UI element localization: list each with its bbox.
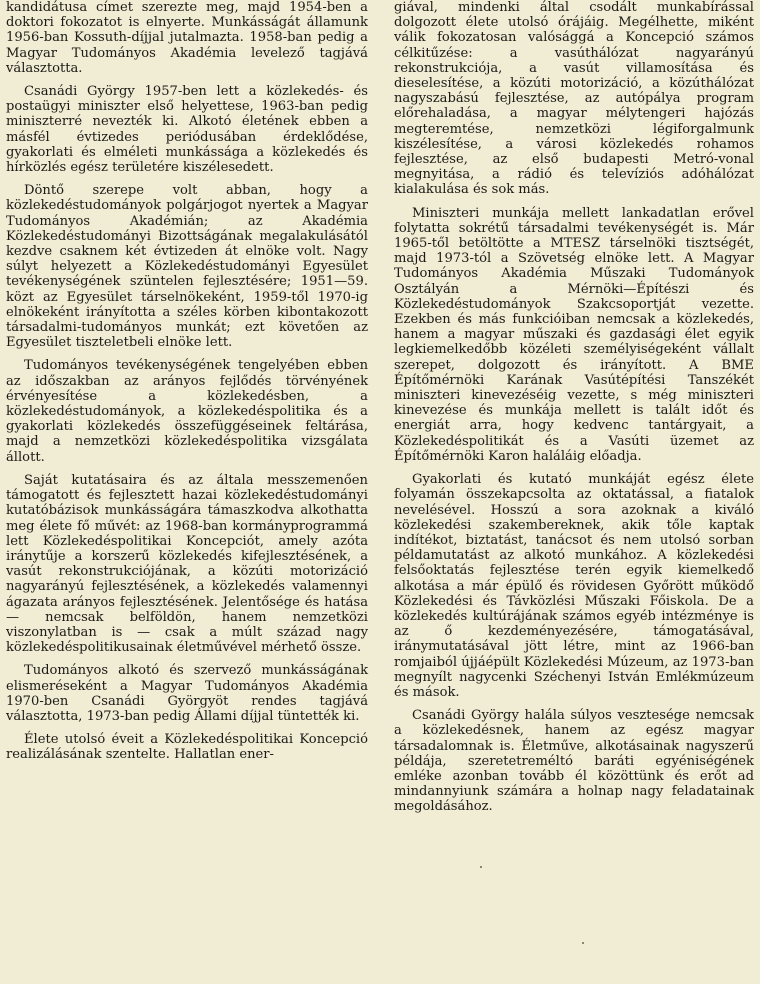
paragraph: Csanádi György 1957-ben lett a közlekedés- és postaügyi miniszter első helyettese, 1963-ban pedig miniszterré nevezték ki. Alkotó életének ebben a másfél évtizedes periódusában érdeklődése, gyakorlati és elméleti munkássága a közlekedés és hírközlés egész területére kiszélesedett. bbox=[6, 84, 368, 176]
right-column bbox=[394, 0, 754, 815]
paragraph: Gyakorlati és kutató munkáját egész élete folyamán összekapcsolta az oktatással, a fiatalok nevelésével. Hosszú a sora azoknak a kiváló közlekedési szakembereknek, akik tőle kaptak indítékot, biztatást, tanácsot és nem utolsó sorban példamutatást az alkotó munkához. A közlekedési felsőoktatás fejlesztése terén egyik kiemelkedő alkotása a már épülő és rövidesen Győrött működő Közlekedési és Távközlési Műszaki Főiskola. De a közlekedés kultúrájának számos egyéb intézménye is az ő kezdeményezésére, támogatásával, iránymutatásával jött létre, mint az 1966-ban romjaiból újjáépült Közlekedési Múzeum, az 1973-ban megnyílt nagycenki Széchenyi István Emlékmúzeum és mások. bbox=[394, 472, 754, 700]
paragraph: Saját kutatásaira és az általa messzemenően támogatott és fejlesztett hazai közlekedéstudományi kutatóbázisok munkásságára támaszkodva alkothatta meg élete fő művét: az 1968-ban kormányprogrammá lett Közlekedéspolitikai Koncepciót, amely azóta iránytűje a korszerű közlekedés kifejlesztésének, a vasút rekonstrukciójának, a közúti motorizáció nagyarányú fejlesztésének, a közlekedés valamennyi ágazata arányos fejlesztésének. Jelentősége és hatása — nemcsak belföldön, hanem nemzetközi viszonylatban is — csak a múlt század nagy közlekedéspolitikusainak életművével mérhető össze. bbox=[6, 472, 368, 656]
left-column bbox=[6, 0, 368, 763]
paragraph: giával, mindenki által csodált munkabírással dolgozott élete utolsó órájáig. Megélhette, miként válik fokozatosan valósággá a Koncepció számos célkitűzése: a vasúthálózat nagyarányú rekonstrukciója, a vasút villamosítása és dieselesítése, a közúti motorizáció, a közúthálózat nagyszabású fejlesztése, az autópálya program előrehaladása, a magyar mélytengeri hajózás megteremtése, nemzetközi légiforgalmunk kiszélesítése, a városi közlekedés rohamos fejlesztése, az első budapesti Metró-vonal megnyitása, a rádió és televíziós adóhálózat kialakulása és sok más. bbox=[394, 0, 754, 198]
paragraph: Tudományos alkotó és szervező munkásságának elismeréseként a Magyar Tudományos Akadémia 1970-ben Csanádi Györgyöt rendes tagjává választotta, 1973-ban pedig Állami díjjal tüntették ki. bbox=[6, 663, 368, 724]
paragraph: Élete utolsó éveit a Közlekedéspolitikai Koncepció realizálásának szentelte. Hallatlan ener- bbox=[6, 732, 368, 763]
paragraph: Tudományos tevékenységének tengelyében ebben az időszakban az arányos fejlődés törvényének érvényesítése a közlekedésben, a közlekedéstudományok, a közlekedéspolitika és a gyakorlati közlekedés összefüggéseinek feltárása, majd a nemzetközi közlekedéspolitika vizsgálata állott. bbox=[6, 358, 368, 465]
scan-speck bbox=[480, 866, 482, 868]
paragraph: kandidátusa címet szerezte meg, majd 1954-ben a doktori fokozatot is elnyerte. Munkásságát államunk 1956-ban Kossuth-díjjal jutalmazta. 1958-ban pedig a Magyar Tudományos Akadémia levelező tagjává választotta. bbox=[6, 0, 368, 76]
paragraph: Miniszteri munkája mellett lankadatlan erővel folytatta sokrétű társadalmi tevékenységét is. Már 1965-től betöltötte a MTESZ társelnöki tisztségét, majd 1973-tól a Szövetség elnöke lett. A Magyar Tudományos Akadémia Műszaki Tudományok Osztályán a Mérnöki—Építészi és Közlekedéstudományok Szakcsoportját vezette. Ezekben és más funkcióiban nemcsak a közlekedés, hanem a magyar műszaki és gazdasági élet egyik legkiemelkedőbb közéleti személyiségeként vállalt szerepet, dolgozott és irányított. A BME Építőmérnöki Karának Vasútépítési Tanszékét miniszteri kinevezéséig vezette, s még miniszteri kinevezése és munkája mellett is talált időt és energiát arra, hogy kedvenc tantárgyait, a Közlekedéspolitikát és a Vasúti üzemet az Építőmérnöki Karon haláláig előadja. bbox=[394, 205, 754, 464]
paragraph: Döntő szerepe volt abban, hogy a közlekedéstudományok polgárjogot nyertek a Magyar Tudományos Akadémián; az Akadémia Közlekedéstudományi Bizottságának megalakulásától kezdve csaknem két évtizeden át elnöke volt. Nagy súlyt helyezett a Közlekedéstudományi Egyesület tevékenységének szüntelen fejlesztésére; 1951—59. közt az Egyesület társelnökeként, 1959-től 1970-ig elnökeként irányította a széles körben kibontakozott társadalmi-tudományos munkát; ezt követően az Egyesület tiszteletbeli elnöke lett. bbox=[6, 183, 368, 351]
scan-speck bbox=[582, 942, 584, 944]
paragraph: Csanádi György halála súlyos vesztesége nemcsak a közlekedésnek, hanem az egész magyar társadalomnak is. Életműve, alkotásainak nagyszerű példája, szeretetreméltó baráti egyéniségének emléke azonban tovább él közöttünk és erőt ad mindannyiunk számára a holnap nagy feladatainak megoldásához. bbox=[394, 708, 754, 815]
